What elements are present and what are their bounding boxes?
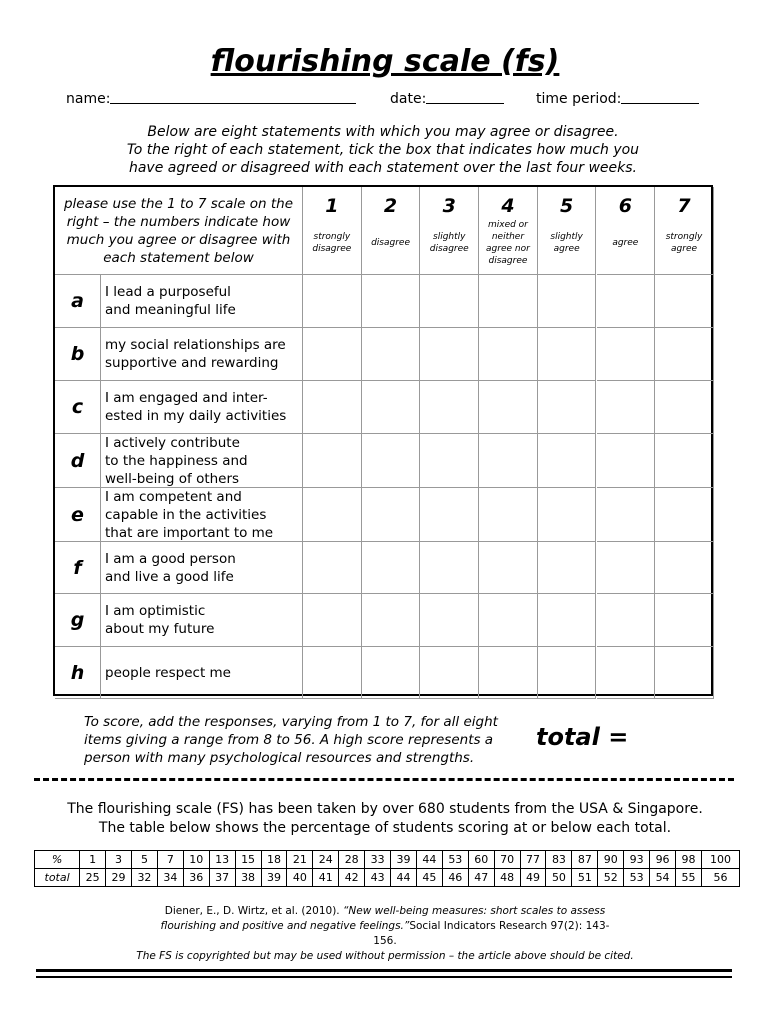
item-statement — [101, 328, 303, 381]
table-cell: 3 — [106, 851, 132, 869]
scale-header-7 — [655, 187, 714, 275]
item-statement — [101, 594, 303, 647]
table-cell: 42 — [339, 869, 365, 887]
table-cell: 44 — [416, 851, 442, 869]
rating-box-e-6[interactable] — [597, 488, 656, 542]
item-letter: a — [55, 275, 101, 328]
table-cell: 25 — [80, 869, 106, 887]
rating-box-b-1[interactable] — [303, 328, 362, 381]
scale-number: 7 — [677, 195, 691, 217]
rating-box-c-5[interactable] — [538, 381, 597, 434]
statement-text: I am optimistic about my future — [105, 603, 215, 637]
item-letter: d — [55, 434, 101, 488]
item-statement — [101, 434, 303, 488]
rating-box-g-3[interactable] — [420, 594, 479, 647]
rating-box-b-5[interactable] — [538, 328, 597, 381]
item-letter: b — [55, 328, 101, 381]
rating-box-a-7[interactable] — [655, 275, 714, 328]
rating-grid — [53, 185, 713, 696]
scale-number: 6 — [618, 195, 632, 217]
item-letter: c — [55, 381, 101, 434]
period-label: time period: — [536, 91, 622, 107]
date-label: date: — [390, 91, 427, 107]
table-cell: 5 — [131, 851, 157, 869]
table-cell: 53 — [442, 851, 468, 869]
rating-box-c-4[interactable] — [479, 381, 538, 434]
statement-text: my social relationships are supportive and rewarding — [105, 337, 286, 371]
item-letter: e — [55, 488, 101, 542]
rating-box-a-6[interactable] — [597, 275, 656, 328]
rating-box-e-5[interactable] — [538, 488, 597, 542]
scale-number: 3 — [442, 195, 456, 217]
rating-box-e-2[interactable] — [362, 488, 421, 542]
table-cell: 100 — [701, 851, 739, 869]
item-statement — [101, 542, 303, 594]
item-statement — [101, 275, 303, 328]
table-cell: 70 — [494, 851, 520, 869]
table-cell: 36 — [183, 869, 209, 887]
rating-box-e-4[interactable] — [479, 488, 538, 542]
rating-box-d-1[interactable] — [303, 434, 362, 488]
dashed-divider — [34, 778, 734, 781]
scale-number: 5 — [560, 195, 574, 217]
scale-label: agree — [612, 238, 639, 248]
table-cell: 39 — [391, 851, 417, 869]
table-cell: 32 — [131, 869, 157, 887]
table-cell: 40 — [287, 869, 313, 887]
table-cell: 77 — [520, 851, 546, 869]
statement-text: I lead a purposeful and meaningful life — [105, 284, 236, 318]
rating-box-b-3[interactable] — [420, 328, 479, 381]
rating-box-d-5[interactable] — [538, 434, 597, 488]
rating-box-e-3[interactable] — [420, 488, 479, 542]
scale-label: slightly disagree — [429, 232, 469, 254]
info-text — [0, 800, 770, 838]
date-field[interactable] — [390, 91, 426, 107]
rating-box-a-4[interactable] — [479, 275, 538, 328]
rating-box-b-7[interactable] — [655, 328, 714, 381]
rating-box-c-3[interactable] — [420, 381, 479, 434]
citation-title: “New well-being measures: short scales to assess flourishing and positive and negative feelings.” — [160, 905, 606, 932]
scoring-text: To score, add the responses, varying from 1 to 7, for all eight items giving a range from 8 to 56. A high score represents a person with many psychological resources and strengths. — [84, 714, 498, 766]
table-cell: 55 — [676, 869, 702, 887]
rating-box-c-2[interactable] — [362, 381, 421, 434]
citation-note: The FS is copyrighted but may be used without permission – the article above should be cited. — [136, 950, 634, 962]
scale-label: slightly agree — [550, 232, 583, 254]
scale-header-6 — [597, 187, 656, 275]
rating-box-f-5[interactable] — [538, 542, 597, 594]
rating-box-c-1[interactable] — [303, 381, 362, 434]
table-cell: 96 — [650, 851, 676, 869]
rating-box-d-2[interactable] — [362, 434, 421, 488]
rating-box-c-7[interactable] — [655, 381, 714, 434]
table-cell: 48 — [494, 869, 520, 887]
citation-journal: Social Indicators Research 97(2): 143-156. — [373, 920, 610, 947]
item-statement — [101, 381, 303, 434]
item-statement — [101, 488, 303, 542]
period-field[interactable] — [536, 91, 621, 107]
name-label: name: — [66, 91, 111, 107]
table-cell: 15 — [235, 851, 261, 869]
rating-box-d-6[interactable] — [597, 434, 656, 488]
statement-text: I am competent and capable in the activities that are important to me — [105, 488, 274, 541]
row-label: % — [35, 851, 80, 869]
rating-box-a-1[interactable] — [303, 275, 362, 328]
scale-number: 1 — [325, 195, 339, 217]
table-cell: 34 — [157, 869, 183, 887]
table-cell: 39 — [261, 869, 287, 887]
table-cell: 21 — [287, 851, 313, 869]
table-cell: 37 — [209, 869, 235, 887]
table-cell: 29 — [106, 869, 132, 887]
table-cell: 43 — [365, 869, 391, 887]
table-cell: 87 — [572, 851, 598, 869]
rating-box-a-2[interactable] — [362, 275, 421, 328]
citation-authors: Diener, E., D. Wirtz, et al. (2010). — [164, 905, 343, 917]
table-cell: 1 — [80, 851, 106, 869]
table-cell: 90 — [598, 851, 624, 869]
page-title: flourishing scale (fs) — [210, 44, 560, 79]
rating-box-c-6[interactable] — [597, 381, 656, 434]
rating-box-b-2[interactable] — [362, 328, 421, 381]
table-cell: 28 — [339, 851, 365, 869]
rating-box-g-2[interactable] — [362, 594, 421, 647]
instruction-line: have agreed or disagreed with each statement over the last four weeks. — [128, 160, 637, 176]
rating-box-f-1[interactable] — [303, 542, 362, 594]
scale-number: 2 — [383, 195, 398, 217]
scale-number: 4 — [501, 195, 515, 217]
rating-box-g-4[interactable] — [479, 594, 538, 647]
table-cell: 51 — [572, 869, 598, 887]
table-cell: 50 — [546, 869, 572, 887]
rating-box-d-3[interactable] — [420, 434, 479, 488]
name-blank[interactable] — [110, 91, 356, 104]
percentile-table — [34, 850, 740, 887]
table-cell: 52 — [598, 869, 624, 887]
scale-header-3 — [420, 187, 479, 275]
total-row — [35, 869, 740, 887]
item-letter: h — [55, 647, 101, 699]
scale-label: strongly agree — [665, 232, 703, 254]
rating-box-g-7[interactable] — [655, 594, 714, 647]
table-cell: 54 — [650, 869, 676, 887]
instruction-line: To the right of each statement, tick the box that indicates how much you — [126, 142, 640, 158]
table-cell: 45 — [416, 869, 442, 887]
percent-row — [35, 851, 740, 869]
statement-text: I actively contribute to the happiness and well-being of others — [105, 434, 248, 487]
scale-header-5 — [538, 187, 597, 275]
item-letter: g — [55, 594, 101, 647]
rating-box-g-1[interactable] — [303, 594, 362, 647]
table-cell: 10 — [183, 851, 209, 869]
footer-rule — [36, 969, 732, 972]
rating-box-h-6[interactable] — [597, 647, 656, 699]
total-label: total = — [536, 723, 629, 751]
rating-box-b-6[interactable] — [597, 328, 656, 381]
rating-box-f-4[interactable] — [479, 542, 538, 594]
rating-box-e-7[interactable] — [655, 488, 714, 542]
table-cell: 53 — [624, 869, 650, 887]
rating-box-f-6[interactable] — [597, 542, 656, 594]
instructions — [100, 123, 666, 177]
item-letter: f — [55, 542, 101, 594]
table-cell: 24 — [313, 851, 339, 869]
rating-box-a-3[interactable] — [420, 275, 479, 328]
table-cell: 60 — [468, 851, 494, 869]
rating-box-h-4[interactable] — [479, 647, 538, 699]
info-line: The flourishing scale (FS) has been taken by over 680 students from the USA & Singapore. — [67, 801, 703, 817]
item-statement — [101, 647, 303, 699]
scale-header-4 — [479, 187, 538, 275]
table-cell: 38 — [235, 869, 261, 887]
rating-box-d-7[interactable] — [655, 434, 714, 488]
rating-box-h-5[interactable] — [538, 647, 597, 699]
rating-box-a-5[interactable] — [538, 275, 597, 328]
name-field[interactable] — [66, 91, 110, 107]
rating-box-g-5[interactable] — [538, 594, 597, 647]
rating-box-f-2[interactable] — [362, 542, 421, 594]
scale-label: strongly disagree — [312, 232, 352, 254]
scale-header-2 — [362, 187, 421, 275]
table-cell: 41 — [313, 869, 339, 887]
statement-text: people respect me — [105, 664, 231, 681]
table-cell: 47 — [468, 869, 494, 887]
table-cell: 13 — [209, 851, 235, 869]
date-blank[interactable] — [426, 91, 504, 104]
info-line: The table below shows the percentage of students scoring at or below each total. — [98, 820, 672, 836]
instruction-line: Below are eight statements with which you may agree or disagree. — [147, 124, 619, 140]
scale-instruction: please use the 1 to 7 scale on the right – the numbers indicate how much you agree or disagree with each statement below — [55, 187, 303, 275]
table-cell: 49 — [520, 869, 546, 887]
row-label: total — [35, 869, 80, 887]
period-blank[interactable] — [621, 91, 699, 104]
citation — [0, 904, 770, 964]
scale-label: mixed or neither agree nor disagree — [486, 220, 530, 266]
table-cell: 83 — [546, 851, 572, 869]
table-cell: 18 — [261, 851, 287, 869]
rating-box-b-4[interactable] — [479, 328, 538, 381]
rating-box-h-3[interactable] — [420, 647, 479, 699]
table-cell: 7 — [157, 851, 183, 869]
statement-text: I am a good person and live a good life — [105, 550, 236, 585]
rating-box-f-3[interactable] — [420, 542, 479, 594]
rating-box-h-2[interactable] — [362, 647, 421, 699]
table-cell: 33 — [365, 851, 391, 869]
scale-label: disagree — [371, 238, 410, 248]
rating-box-g-6[interactable] — [597, 594, 656, 647]
table-cell: 93 — [624, 851, 650, 869]
table-cell: 44 — [391, 869, 417, 887]
footer-rule — [36, 976, 732, 978]
scale-header-1 — [303, 187, 362, 275]
table-cell: 98 — [676, 851, 702, 869]
rating-box-h-7[interactable] — [655, 647, 714, 699]
rating-box-f-7[interactable] — [655, 542, 714, 594]
rating-box-e-1[interactable] — [303, 488, 362, 542]
rating-box-h-1[interactable] — [303, 647, 362, 699]
table-cell: 56 — [701, 869, 739, 887]
statement-text: I am engaged and inter- ested in my daily activities — [105, 390, 287, 424]
table-cell: 46 — [442, 869, 468, 887]
rating-box-d-4[interactable] — [479, 434, 538, 488]
